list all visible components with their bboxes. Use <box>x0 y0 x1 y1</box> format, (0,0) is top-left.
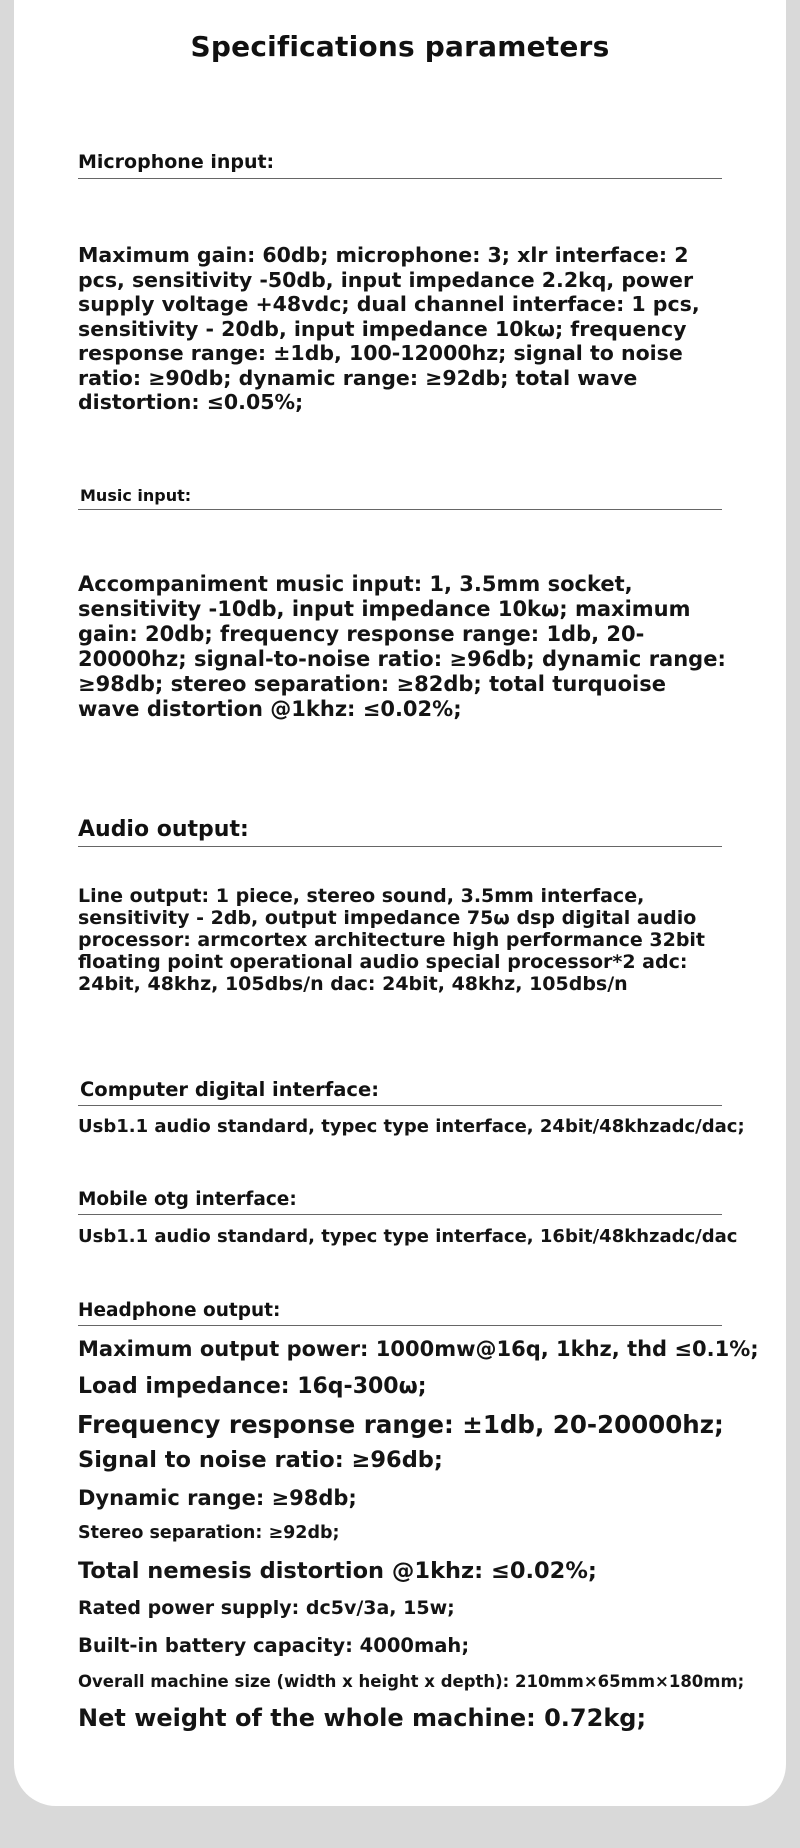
headphone-spec-signal-to-noise: Signal to noise ratio: ≥96db; <box>78 1447 443 1473</box>
section-heading-music-input: Music input: <box>78 487 722 510</box>
headphone-spec-frequency-response: Frequency response range: ±1db, 20-20000hz; <box>77 1410 724 1439</box>
headphone-spec-dynamic-range: Dynamic range: ≥98db; <box>78 1486 357 1510</box>
headphone-spec-load-impedance: Load impedance: 16q-300ω; <box>78 1374 427 1399</box>
headphone-spec-max-output-power: Maximum output power: 1000mw@16q, 1khz, thd ≤0.1%; <box>78 1337 759 1361</box>
headphone-spec-net-weight: Net weight of the whole machine: 0.72kg; <box>78 1704 647 1732</box>
computer-digital-interface-text: Usb1.1 audio standard, typec type interface, 24bit/48khzadc/dac; <box>78 1116 745 1137</box>
mobile-otg-interface-text: Usb1.1 audio standard, typec type interface, 16bit/48khzadc/dac <box>78 1226 738 1247</box>
microphone-input-text: Maximum gain: 60db; microphone: 3; xlr interface: 2 pcs, sensitivity -50db, input impedance 2.2kq, power supply voltage +48vdc; dual channel interface: 1 pcs, sensitivity - 20db, input impedance 10kω; frequency response range: ±1db, 100-12000hz; signal to noise ratio: ≥90db; dynamic range: ≥92db; total wave distortion: ≤0.05%; <box>78 243 700 414</box>
section-heading-headphone-output: Headphone output: <box>78 1300 722 1326</box>
headphone-spec-machine-size: Overall machine size (width x height x depth): 210mm×65mm×180mm; <box>78 1672 745 1691</box>
page-title: Specifications parameters <box>190 30 610 63</box>
audio-output-text: Line output: 1 piece, stereo sound, 3.5mm interface, sensitivity - 2db, output impedance 75ω dsp digital audio processor: armcortex architecture high performance 32bit floating point operational audio special processor*2 adc: 24bit, 48khz, 105dbs/n dac: 24bit, 48khz, 105dbs/n <box>78 885 706 995</box>
headphone-spec-total-distortion: Total nemesis distortion @1khz: ≤0.02%; <box>78 1558 597 1584</box>
section-heading-computer-digital-interface: Computer digital interface: <box>78 1079 722 1106</box>
section-heading-mobile-otg-interface: Mobile otg interface: <box>78 1189 722 1215</box>
music-input-text: Accompaniment music input: 1, 3.5mm socket, sensitivity -10db, input impedance 10kω; maximum gain: 20db; frequency response range: 1db, 20-20000hz; signal-to-noise ratio: ≥96db; dynamic range: ≥98db; stereo separation: ≥82db; total turquoise wave distortion @1khz: ≤0.02%; <box>78 572 726 721</box>
headphone-spec-stereo-separation: Stereo separation: ≥92db; <box>78 1523 340 1543</box>
section-heading-audio-output: Audio output: <box>78 817 722 847</box>
headphone-spec-battery-capacity: Built-in battery capacity: 4000mah; <box>78 1634 470 1657</box>
headphone-spec-rated-power-supply: Rated power supply: dc5v/3a, 15w; <box>78 1597 455 1619</box>
section-heading-microphone-input: Microphone input: <box>78 152 722 179</box>
